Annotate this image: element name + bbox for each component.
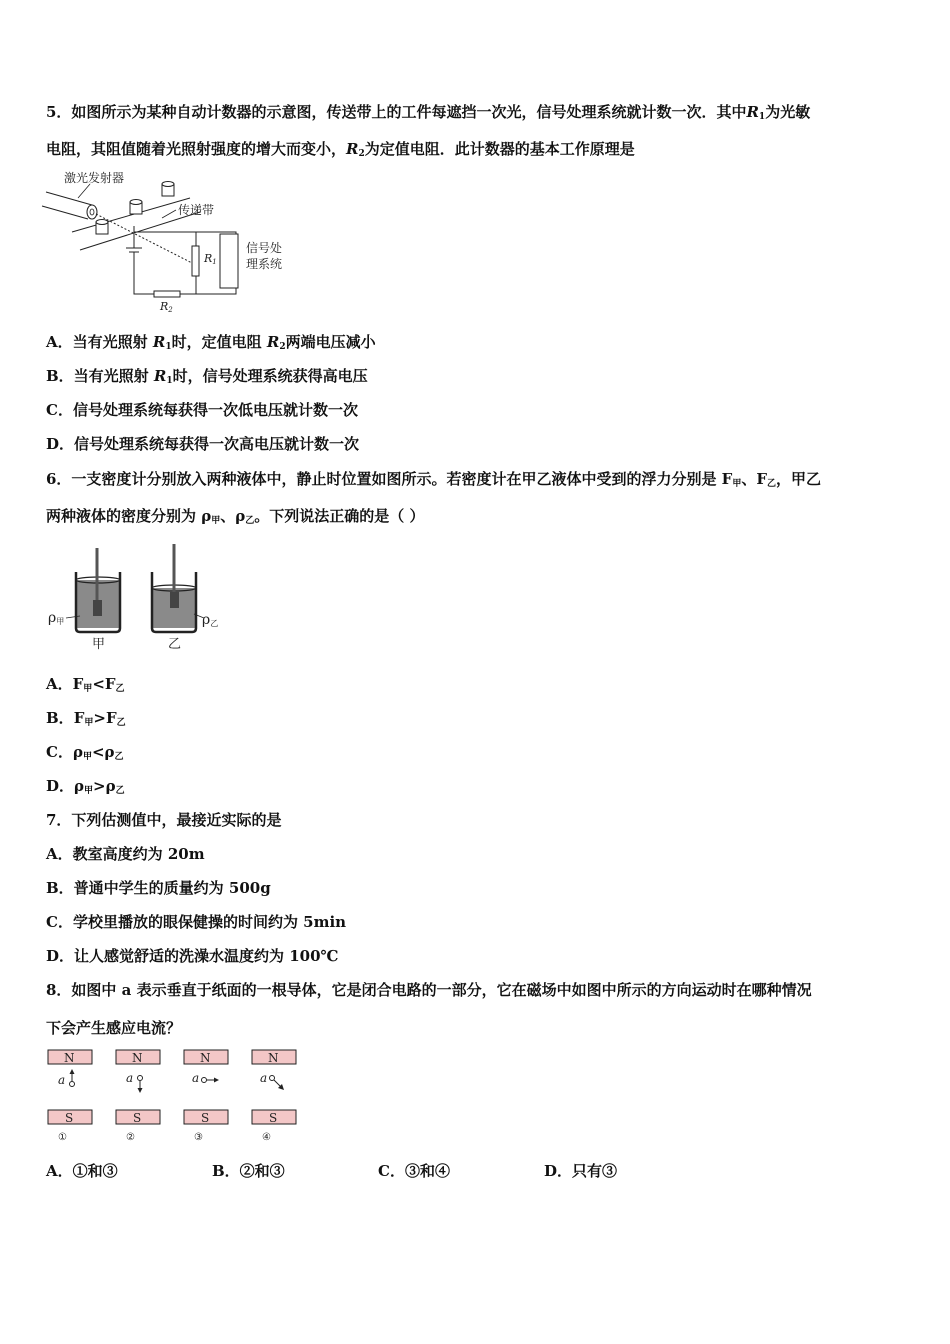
system-label-1: 信号处 [246,241,283,255]
q6-option-b: B．$F_甲>F_乙$ [46,709,126,728]
svg-text:a: a [58,1073,66,1087]
q8-option-b: B．②和③ [212,1162,285,1180]
laser-beam [96,214,194,264]
r2-label: R2 [160,300,173,314]
q7-option-b: B．普通中学生的质量约为 500g [46,879,271,897]
q6-option-c: C．$\rho_甲<\rho_乙$ [46,743,124,762]
beaker-left-label: 甲 [92,637,106,652]
q5-option-b: B．当有光照射 $R_1$时，信号处理系统获得高电压 [46,367,368,386]
svg-text:a: a [192,1071,200,1085]
svg-text:N: N [200,1051,211,1065]
rho-right-label: ρ乙 [202,612,219,628]
r1-label: R1 [204,252,217,266]
q6-option-a: A．$F_甲<F_乙$ [46,675,125,694]
svg-text:③: ③ [194,1132,203,1143]
q8-option-a: A．①和③ [46,1162,118,1180]
circuit [126,226,238,297]
svg-text:S: S [65,1111,74,1125]
svg-text:①: ① [58,1132,67,1143]
svg-text:a: a [126,1071,134,1085]
workpieces [96,182,174,235]
q8-magnet-diagram [46,1050,302,1146]
svg-text:S: S [201,1111,210,1125]
q8-option-d: D．只有③ [544,1162,618,1180]
q7-option-d: D．让人感觉舒适的洗澡水温度约为 100℃ [46,947,339,965]
q5-option-c: C．信号处理系统每获得一次低电压就计数一次 [46,401,358,419]
q8-stem-line2: 下会产生感应电流？ [46,1019,182,1037]
svg-text:S: S [269,1111,278,1125]
magnet-2 [116,1050,160,1143]
q7-option-c: C．学校里播放的眼保健操的时间约为 5min [46,913,347,931]
q8-option-c: C．③和④ [378,1162,450,1180]
q5-stem-line1: 5．如图所示为某种自动计数器的示意图，传送带上的工件每遮挡一次光，信号处理系统就计数一次．其中$R_1$为光敏 [46,103,811,122]
rho-left-label: ρ甲 [48,610,65,626]
q6-hydrometer-diagram [46,542,236,652]
q5-counter-diagram [40,168,300,316]
svg-text:②: ② [126,1132,135,1143]
beaker-right [152,544,196,632]
q7-option-a: A．教室高度约为 20m [46,845,205,863]
svg-text:a: a [260,1071,268,1085]
q8-stem-line1: 8．如图中 a 表示垂直于纸面的一根导体，它是闭合电路的一部分，它在磁场中如图中所示的方向运动时在哪种情况 [46,981,812,999]
q5-stem-line2: 电阻，其阻值随着光照射强度的增大而变小，$R_2$为定值电阻．此计数器的基本工作原理是 [46,140,635,159]
magnet-3 [184,1050,228,1143]
svg-text:N: N [64,1051,75,1065]
magnet-4 [252,1050,296,1143]
laser-label: 激光发射器 [64,171,125,185]
q6-stem-line2: 两种液体的密度分别为 $\rho_甲$、$\rho_乙$。下列说法正确的是（ ） [46,507,425,526]
svg-text:④: ④ [262,1132,271,1143]
q5-option-d: D．信号处理系统每获得一次高电压就计数一次 [46,435,360,453]
q5-option-a: A．当有光照射 $R_1$时，定值电阻 $R_2$两端电压减小 [46,333,376,352]
beaker-left [76,548,120,632]
system-label-2: 理系统 [246,257,283,271]
q6-option-d: D．$\rho_甲>\rho_乙$ [46,777,125,796]
svg-text:N: N [268,1051,279,1065]
svg-text:S: S [133,1111,142,1125]
svg-text:N: N [132,1051,143,1065]
q7-stem: 7．下列估测值中，最接近实际的是 [46,811,282,829]
beaker-right-label: 乙 [168,637,182,652]
q6-stem-line1: 6．一支密度计分别放入两种液体中，静止时位置如图所示。若密度计在甲乙液体中受到的浮力分别是 $F_甲$、$F_乙$，甲乙 [46,470,822,489]
belt-label: 传递带 [178,203,215,217]
laser-emitter [42,192,97,219]
magnet-1 [48,1050,92,1143]
